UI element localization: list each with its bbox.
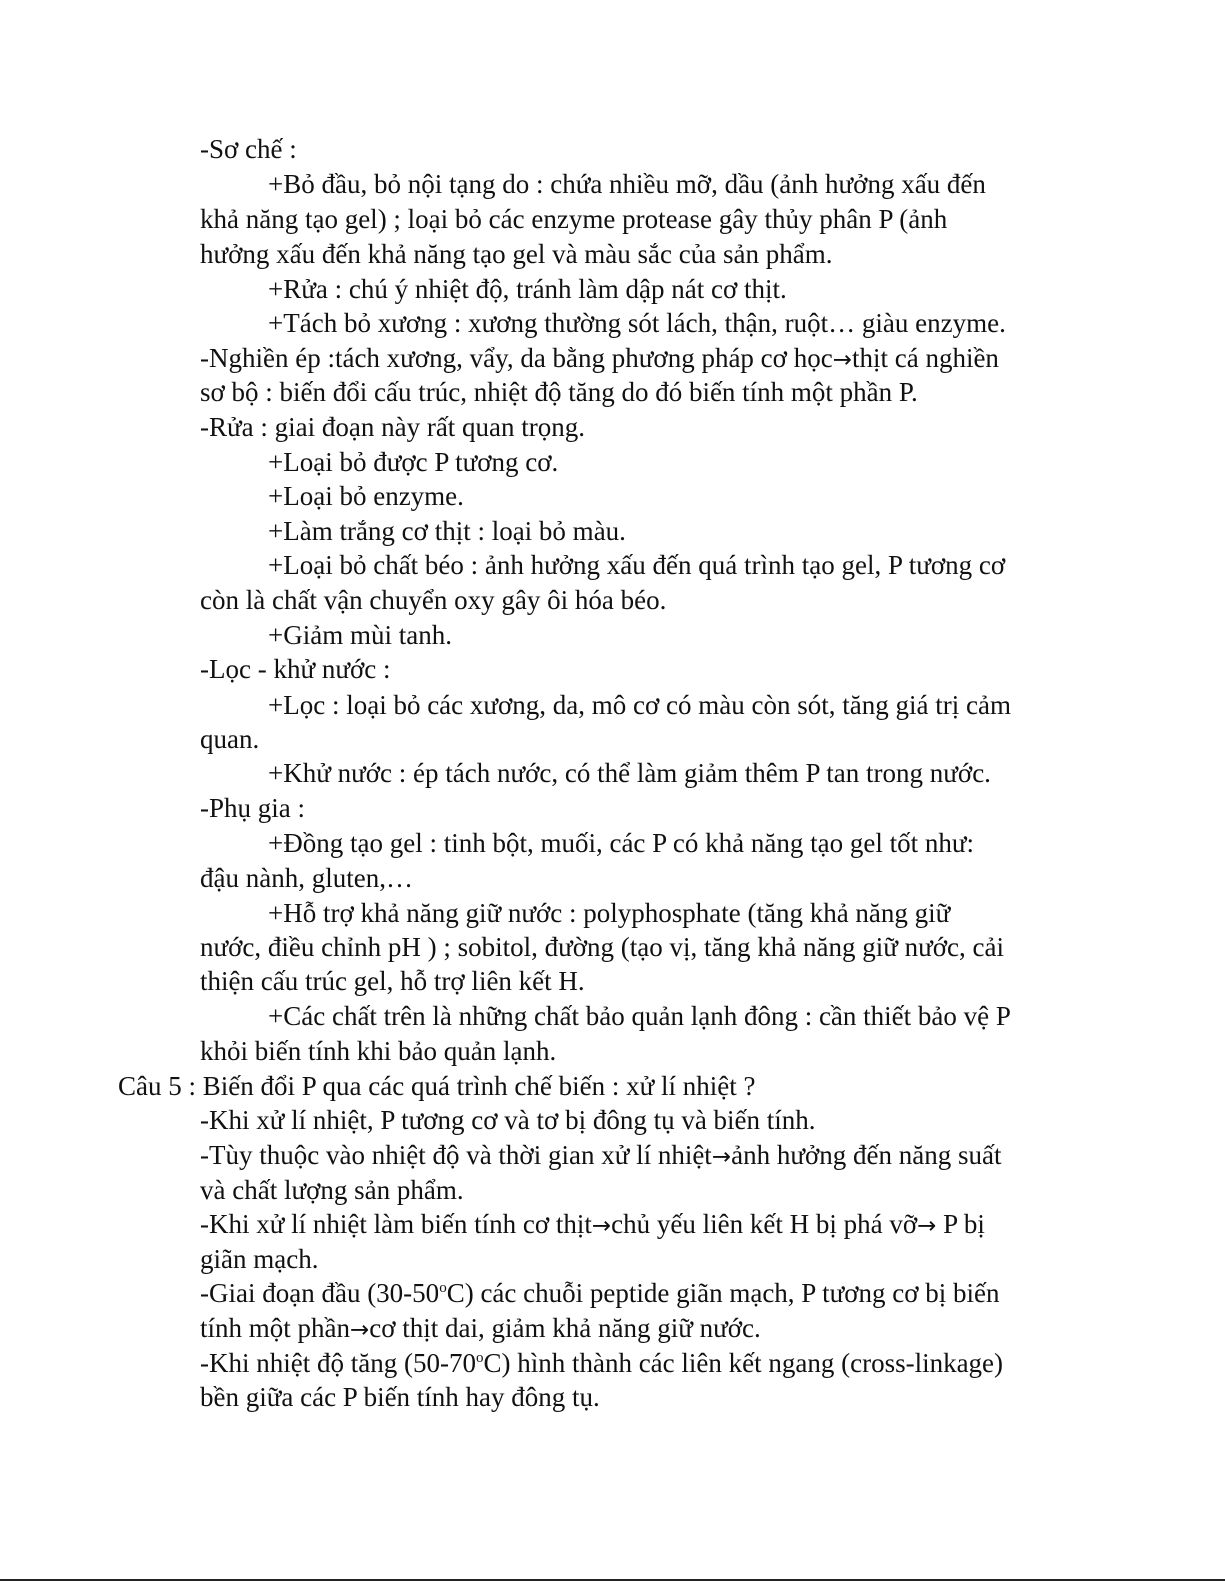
degree-superscript: o [439, 1280, 447, 1296]
arrow-icon: → [832, 347, 852, 373]
paragraph-line: -Khi nhiệt độ tăng (50-70$^o$C) hình thành các liên kết ngang (cross-linkage) [200, 1348, 1004, 1378]
paragraph-line: -Giai đoạn đầu (30-50$^o$C) các chuỗi peptide giãn mạch, P tương cơ bị biến [200, 1278, 1000, 1308]
question-heading-cau-5: Câu 5 : Biến đổi P qua các quá trình chế biến : xử lí nhiệt ? [118, 1071, 756, 1101]
paragraph-line: quan. [200, 724, 260, 754]
paragraph-line: bền giữa các P biến tính hay đông tụ. [200, 1382, 600, 1412]
heading-rua: -Rửa : giai đoạn này rất quan trọng. [200, 412, 586, 442]
degree-superscript: o [475, 1350, 484, 1366]
arrow-icon: → [591, 1213, 612, 1239]
paragraph-line: đậu nành, gluten,… [200, 863, 413, 893]
heading-loc-khu-nuoc: -Lọc - khử nước : [200, 654, 391, 684]
paragraph-line: +Làm trắng cơ thịt : loại bỏ màu. [268, 516, 626, 546]
paragraph-line: +Hỗ trợ khả năng giữ nước : polyphosphate (tăng khả năng giữ [268, 898, 951, 928]
paragraph-line: sơ bộ : biến đổi cấu trúc, nhiệt độ tăng do đó biến tính một phần P. [200, 377, 918, 407]
paragraph-line: giãn mạch. [200, 1244, 319, 1274]
paragraph-line: -Khi xử lí nhiệt, P tương cơ và tơ bị đông tụ và biến tính. [200, 1105, 816, 1135]
arrow-icon: → [350, 1317, 370, 1343]
paragraph-line: +Rửa : chú ý nhiệt độ, tránh làm dập nát cơ thịt. [268, 274, 787, 304]
paragraph-line: thiện cấu trúc gel, hỗ trợ liên kết H. [200, 966, 585, 996]
paragraph-line: +Giảm mùi tanh. [268, 620, 452, 650]
paragraph-line: tính một phần→cơ thịt dai, giảm khả năng giữ nước. [200, 1313, 761, 1343]
paragraph-line: +Lọc : loại bỏ các xương, da, mô cơ có màu còn sót, tăng giá trị cảm [268, 690, 1011, 720]
arrow-icon: → [711, 1144, 732, 1170]
arrow-icon: → [917, 1213, 937, 1239]
heading-phu-gia: -Phụ gia : [200, 793, 305, 823]
bottom-border [0, 1579, 1225, 1581]
paragraph-line: -Tùy thuộc vào nhiệt độ và thời gian xử lí nhiệt→ảnh hưởng đến năng suất [200, 1140, 1002, 1170]
paragraph-line: khỏi biến tính khi bảo quản lạnh. [200, 1036, 557, 1066]
paragraph-line: +Các chất trên là những chất bảo quản lạnh đông : cần thiết bảo vệ P [268, 1001, 1011, 1031]
paragraph-line: khả năng tạo gel) ; loại bỏ các enzyme protease gây thủy phân P (ảnh [200, 204, 948, 234]
heading-so-che: -Sơ chế : [200, 134, 297, 164]
heading-nghien-ep: -Nghiền ép :tách xương, vẩy, da bằng phương pháp cơ học→thịt cá nghiền [200, 343, 999, 373]
paragraph-line: hưởng xấu đến khả năng tạo gel và màu sắc của sản phẩm. [200, 239, 833, 269]
paragraph-line: +Đồng tạo gel : tinh bột, muối, các P có khả năng tạo gel tốt như: [268, 828, 974, 858]
paragraph-line: +Tách bỏ xương : xương thường sót lách, thận, ruột… giàu enzyme. [268, 308, 1006, 338]
paragraph-line: +Loại bỏ enzyme. [268, 481, 464, 511]
paragraph-line: còn là chất vận chuyển oxy gây ôi hóa béo. [200, 585, 667, 615]
paragraph-line: +Bỏ đầu, bỏ nội tạng do : chứa nhiều mỡ, dầu (ảnh hưởng xấu đến [268, 169, 986, 199]
paragraph-line: -Khi xử lí nhiệt làm biến tính cơ thịt→chủ yếu liên kết H bị phá vỡ→ P bị [200, 1209, 985, 1239]
paragraph-line: +Loại bỏ chất béo : ảnh hưởng xấu đến quá trình tạo gel, P tương cơ [268, 550, 1006, 580]
paragraph-line: +Khử nước : ép tách nước, có thể làm giảm thêm P tan trong nước. [268, 758, 991, 788]
paragraph-line: và chất lượng sản phẩm. [200, 1175, 464, 1205]
paragraph-line: +Loại bỏ được P tương cơ. [268, 447, 559, 477]
paragraph-line: nước, điều chỉnh pH ) ; sobitol, đường (tạo vị, tăng khả năng giữ nước, cải [200, 932, 1004, 962]
